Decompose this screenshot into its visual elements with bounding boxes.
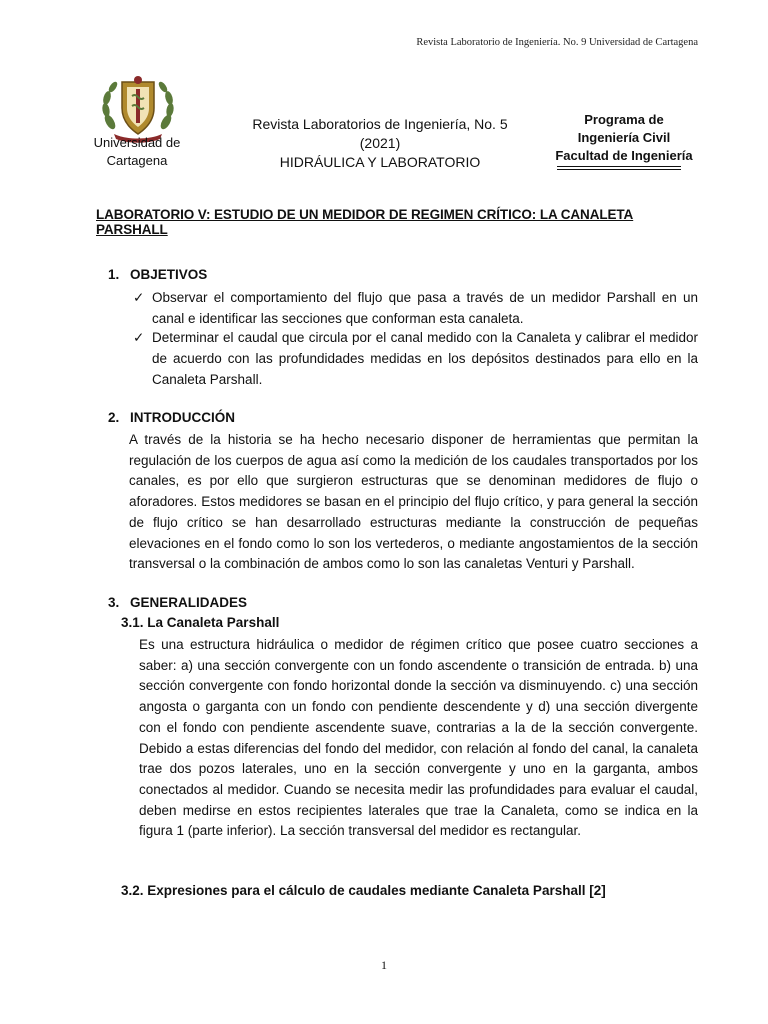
university-name-line1: Universidad de xyxy=(93,135,181,150)
program-divider xyxy=(557,166,681,167)
university-name-line2: Cartagena xyxy=(106,153,168,168)
checkmark-icon: ✓ xyxy=(133,290,145,305)
list-item-text: Observar el comportamiento del flujo que pasa a través de un medidor Parshall en un canal e identificar las secciones que conforman esta canaleta. xyxy=(152,290,698,326)
university-name xyxy=(86,134,188,170)
running-header: Revista Laboratorio de Ingeniería. No. 9 Universidad de Cartagena xyxy=(416,37,698,48)
list-item-text: Determinar el caudal que circula por el canal medido con la Canaleta y calibrar el medidor de acuerdo con las profundidades medidas en los depósitos destinados para ello en la Canaleta Parshall. xyxy=(152,330,698,387)
section-number: 3. xyxy=(108,595,120,610)
section-heading-objetivos xyxy=(108,267,207,282)
section-heading-generalidades xyxy=(108,595,247,610)
program-block xyxy=(548,111,700,165)
page-number: 1 xyxy=(381,958,387,972)
program-line3: Facultad de Ingeniería xyxy=(555,148,693,163)
section-title: OBJETIVOS xyxy=(130,267,208,282)
introduction-paragraph: A través de la historia se ha hecho necesario disponer de herramientas que permitan la regulación de los cuerpos de agua así como la medición de los caudales transportados por los canales, es por ello que surgieron estructuras que se denominan medidores de flujo o aforadores. Estos medidores se basan en el principio del flujo crítico, y para general la sección de flujo crítico se han desarrollado estructuras mediante la construcción de pequeñas elevaciones en el fondo como lo son los vertederos, o mediante angostamientos de la sección transversal o la combinación de ambos como lo son las canaletas Venturi y Parshall. xyxy=(129,432,698,572)
journal-title xyxy=(232,115,528,172)
checkmark-icon: ✓ xyxy=(133,330,145,345)
list-item xyxy=(133,327,698,390)
program-line1: Programa de xyxy=(584,112,664,127)
subsection-heading: 3.1. La Canaleta Parshall xyxy=(121,615,280,630)
program-line2: Ingeniería Civil xyxy=(577,130,671,145)
program-divider-thin xyxy=(557,169,681,170)
section-heading-introduccion xyxy=(108,410,235,425)
lab-title: LABORATORIO V: ESTUDIO DE UN MEDIDOR DE REGIMEN CRÍTICO: LA CANALETA PARSHALL xyxy=(96,207,634,237)
parshall-paragraph: Es una estructura hidráulica o medidor de régimen crítico que posee cuatro secciones a saber: a) una sección convergente con un fondo ascendente o transición de entrada. b) una sección convergente con fondo horizontal donde la sección va disminuyendo. c) una sección angosta o garganta con un fondo con pendiente descendente y d) una sección divergente con el fondo con pendiente ascendente suave, contrarias a la de la sección convergente. Debido a estas diferencias del fondo del medidor, con relación al fondo del canal, la canaleta trae dos pozos laterales, uno en la sección convergente y uno en la garganta, ambos conectados al medidor. Cuando se necesita medir las profundidades para evaluar el caudal, deben medirse en estos recipientes laterales que trae la Canaleta, como se indica en la figura 1 (parte inferior). La sección transversal del medidor es rectangular. xyxy=(139,637,698,839)
subsection-heading: 3.2. Expresiones para el cálculo de caudales mediante Canaleta Parshall [2] xyxy=(121,883,606,898)
section-number: 1. xyxy=(108,267,120,282)
journal-title-line1: Revista Laboratorios de Ingeniería, No. 5 (2021) xyxy=(252,116,508,151)
section-title: GENERALIDADES xyxy=(130,595,248,610)
list-item xyxy=(133,287,698,329)
section-title: INTRODUCCIÓN xyxy=(130,410,235,425)
section-number: 2. xyxy=(108,410,120,425)
journal-title-line2: HIDRÁULICA Y LABORATORIO xyxy=(279,154,481,170)
